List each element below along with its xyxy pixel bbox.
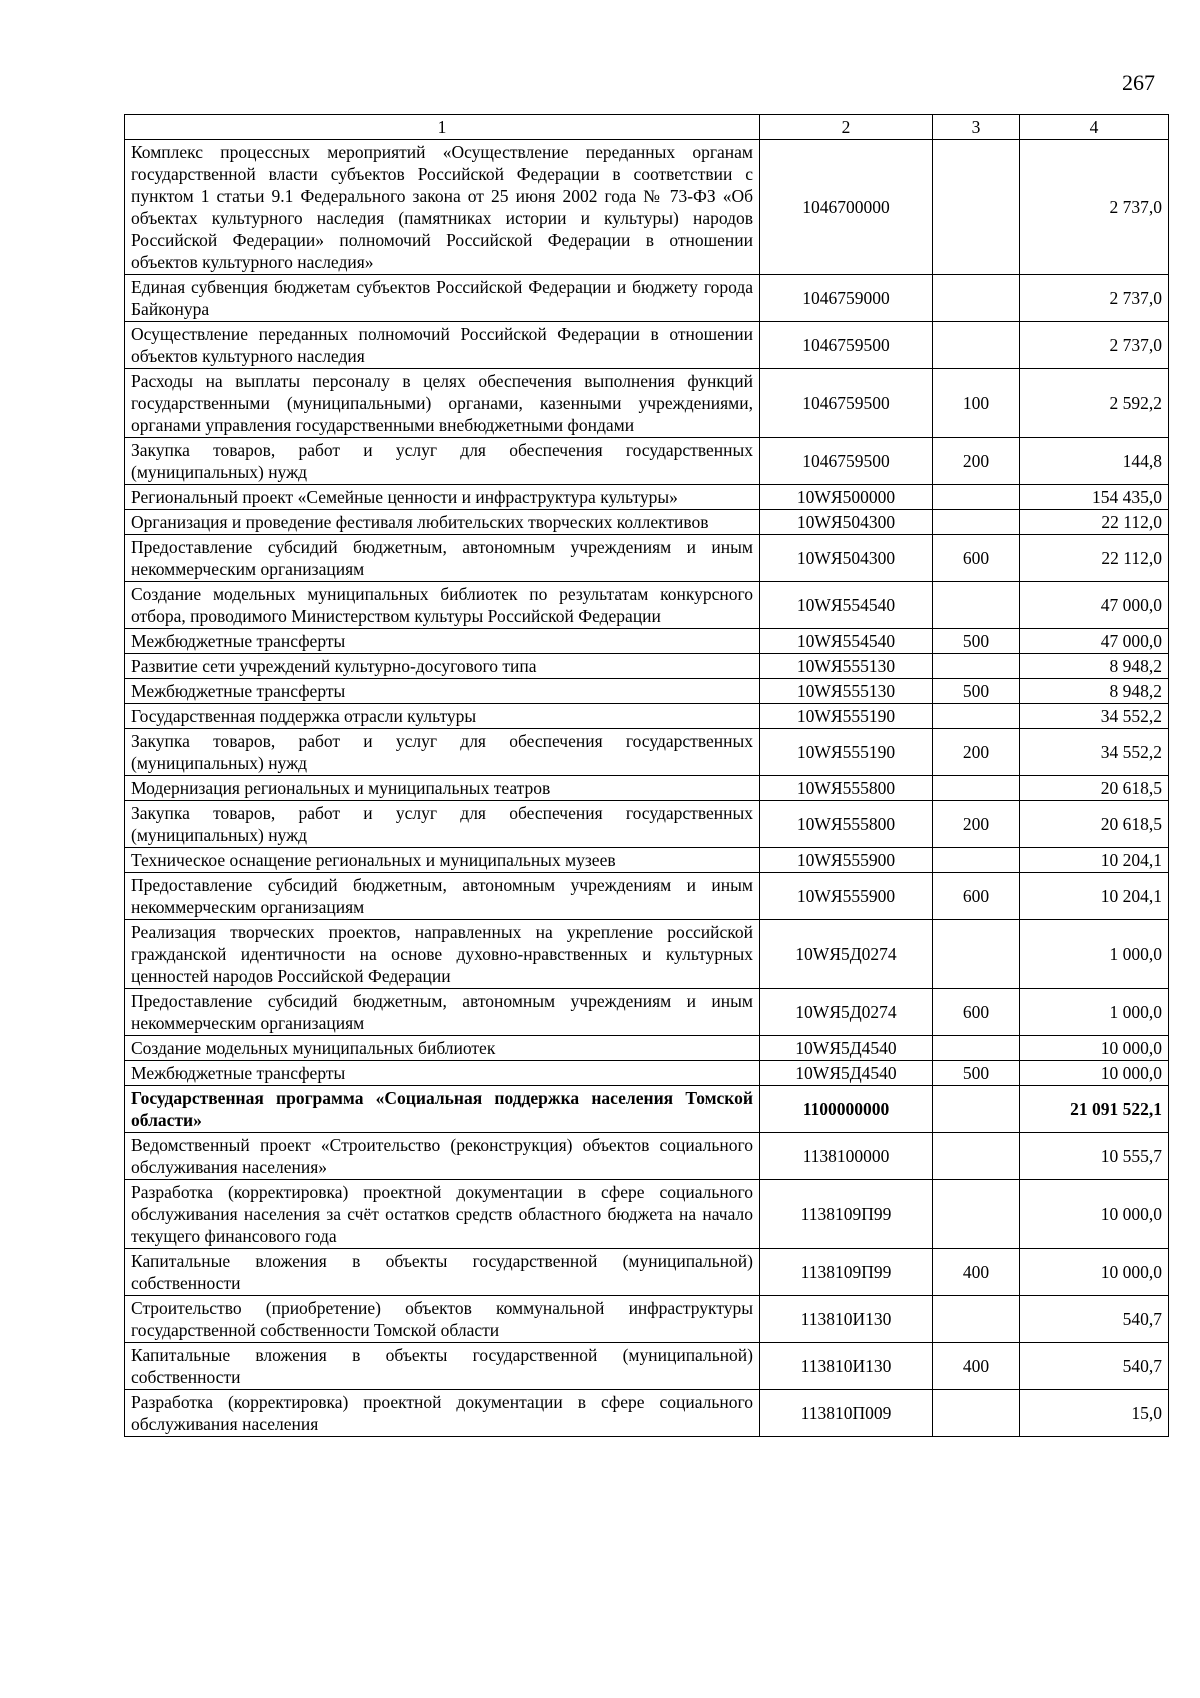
target-code-cell: 10WЯ5Д4540: [760, 1061, 933, 1086]
expense-name-cell: Единая субвенция бюджетам субъектов Российской Федерации и бюджету города Байконура: [125, 275, 760, 322]
table-row: [125, 275, 1169, 322]
target-code-cell: 1046759000: [760, 275, 933, 322]
table-row: [125, 535, 1169, 582]
expense-type-cell: [933, 1036, 1020, 1061]
expense-type-cell: 600: [933, 989, 1020, 1036]
amount-cell: 47 000,0: [1020, 629, 1169, 654]
table-row: [125, 679, 1169, 704]
amount-cell: 10 555,7: [1020, 1133, 1169, 1180]
expense-name-cell: Разработка (корректировка) проектной документации в сфере социального обслуживания населения за счёт остатков средств областного бюджета на начало текущего финансового года: [125, 1180, 760, 1249]
target-code-cell: 1138109П99: [760, 1249, 933, 1296]
target-code-cell: 10WЯ5Д0274: [760, 920, 933, 989]
table-row: [125, 776, 1169, 801]
expense-type-cell: [933, 1133, 1020, 1180]
expense-type-cell: 500: [933, 629, 1020, 654]
expense-name-cell: Закупка товаров, работ и услуг для обеспечения государственных (муниципальных) нужд: [125, 801, 760, 848]
table-row: [125, 1180, 1169, 1249]
table-row: [125, 322, 1169, 369]
amount-cell: 144,8: [1020, 438, 1169, 485]
expense-type-cell: [933, 140, 1020, 275]
amount-cell: 47 000,0: [1020, 582, 1169, 629]
amount-cell: 1 000,0: [1020, 989, 1169, 1036]
target-code-cell: 10WЯ555130: [760, 654, 933, 679]
table-row: [125, 1061, 1169, 1086]
expense-type-cell: 600: [933, 873, 1020, 920]
expense-name-cell: Комплекс процессных мероприятий «Осуществление переданных органам государственной власти субъектов Российской Федерации в соответствии с пунктом 1 статьи 9.1 Федерального закона от 25 июня 2002 года № 73-ФЗ «Об объектах культурного наследия (памятниках истории и культуры) народов Российской Федерации» полномочий Российской Федерации в отношении объектов культурного наследия»: [125, 140, 760, 275]
expense-name-cell: Строительство (приобретение) объектов коммунальной инфраструктуры государственной собственности Томской области: [125, 1296, 760, 1343]
expense-name-cell: Межбюджетные трансферты: [125, 1061, 760, 1086]
target-code-cell: 10WЯ555900: [760, 873, 933, 920]
expense-name-cell: Разработка (корректировка) проектной документации в сфере социального обслуживания населения: [125, 1390, 760, 1437]
expense-type-cell: 200: [933, 438, 1020, 485]
amount-cell: 2 737,0: [1020, 322, 1169, 369]
column-header-3: 3: [933, 115, 1020, 140]
expense-type-cell: [933, 848, 1020, 873]
amount-cell: 540,7: [1020, 1296, 1169, 1343]
target-code-cell: 1046759500: [760, 322, 933, 369]
target-code-cell: 113810И130: [760, 1343, 933, 1390]
expense-name-cell: Закупка товаров, работ и услуг для обеспечения государственных (муниципальных) нужд: [125, 438, 760, 485]
table-row: [125, 510, 1169, 535]
expense-type-cell: [933, 776, 1020, 801]
expense-name-cell: Создание модельных муниципальных библиотек: [125, 1036, 760, 1061]
expense-type-cell: [933, 1086, 1020, 1133]
expense-type-cell: [933, 1180, 1020, 1249]
target-code-cell: 10WЯ504300: [760, 510, 933, 535]
target-code-cell: 1100000000: [760, 1086, 933, 1133]
expense-type-cell: 200: [933, 729, 1020, 776]
expense-name-cell: Ведомственный проект «Строительство (реконструкция) объектов социального обслуживания населения»: [125, 1133, 760, 1180]
expense-name-cell: Государственная программа «Социальная поддержка населения Томской области»: [125, 1086, 760, 1133]
table-header: [125, 115, 1169, 140]
table-row: [125, 1133, 1169, 1180]
column-header-4: 4: [1020, 115, 1169, 140]
amount-cell: 15,0: [1020, 1390, 1169, 1437]
expense-type-cell: [933, 275, 1020, 322]
expense-type-cell: [933, 920, 1020, 989]
column-header-1: 1: [125, 115, 760, 140]
table-row: [125, 485, 1169, 510]
amount-cell: 2 737,0: [1020, 140, 1169, 275]
amount-cell: 20 618,5: [1020, 801, 1169, 848]
amount-cell: 8 948,2: [1020, 679, 1169, 704]
target-code-cell: 10WЯ555190: [760, 729, 933, 776]
target-code-cell: 1046759500: [760, 438, 933, 485]
amount-cell: 22 112,0: [1020, 535, 1169, 582]
amount-cell: 21 091 522,1: [1020, 1086, 1169, 1133]
target-code-cell: 10WЯ504300: [760, 535, 933, 582]
expense-name-cell: Техническое оснащение региональных и муниципальных музеев: [125, 848, 760, 873]
amount-cell: 34 552,2: [1020, 729, 1169, 776]
expense-name-cell: Создание модельных муниципальных библиотек по результатам конкурсного отбора, проводимого Министерством культуры Российской Федерации: [125, 582, 760, 629]
table-row: [125, 989, 1169, 1036]
table-row: [125, 1296, 1169, 1343]
expense-name-cell: Государственная поддержка отрасли культуры: [125, 704, 760, 729]
expense-name-cell: Межбюджетные трансферты: [125, 679, 760, 704]
table-row: [125, 438, 1169, 485]
amount-cell: 10 000,0: [1020, 1249, 1169, 1296]
expense-type-cell: [933, 582, 1020, 629]
expense-type-cell: [933, 322, 1020, 369]
target-code-cell: 10WЯ5Д4540: [760, 1036, 933, 1061]
expense-type-cell: [933, 1390, 1020, 1437]
target-code-cell: 1046700000: [760, 140, 933, 275]
expense-name-cell: Предоставление субсидий бюджетным, автономным учреждениям и иным некоммерческим организациям: [125, 989, 760, 1036]
target-code-cell: 10WЯ555190: [760, 704, 933, 729]
table-row: [125, 729, 1169, 776]
expense-type-cell: [933, 510, 1020, 535]
expense-type-cell: 100: [933, 369, 1020, 438]
target-code-cell: 10WЯ555130: [760, 679, 933, 704]
target-code-cell: 113810И130: [760, 1296, 933, 1343]
table-row: [125, 629, 1169, 654]
expense-name-cell: Предоставление субсидий бюджетным, автономным учреждениям и иным некоммерческим организациям: [125, 873, 760, 920]
target-code-cell: 10WЯ555800: [760, 801, 933, 848]
table-row: [125, 1086, 1169, 1133]
amount-cell: 10 000,0: [1020, 1036, 1169, 1061]
target-code-cell: 1138100000: [760, 1133, 933, 1180]
target-code-cell: 10WЯ554540: [760, 582, 933, 629]
expense-name-cell: Расходы на выплаты персоналу в целях обеспечения выполнения функций государственными (муниципальными) органами, казенными учреждениями, органами управления государственными внебюджетными фондами: [125, 369, 760, 438]
target-code-cell: 113810П009: [760, 1390, 933, 1437]
target-code-cell: 1138109П99: [760, 1180, 933, 1249]
table-row: [125, 1036, 1169, 1061]
table-row: [125, 1343, 1169, 1390]
budget-table: [124, 114, 1169, 1437]
expense-type-cell: 500: [933, 679, 1020, 704]
expense-name-cell: Осуществление переданных полномочий Российской Федерации в отношении объектов культурного наследия: [125, 322, 760, 369]
expense-type-cell: 400: [933, 1249, 1020, 1296]
expense-type-cell: 200: [933, 801, 1020, 848]
table-row: [125, 920, 1169, 989]
target-code-cell: 10WЯ555800: [760, 776, 933, 801]
table-row: [125, 140, 1169, 275]
expense-name-cell: Развитие сети учреждений культурно-досугового типа: [125, 654, 760, 679]
amount-cell: 10 000,0: [1020, 1061, 1169, 1086]
expense-name-cell: Предоставление субсидий бюджетным, автономным учреждениям и иным некоммерческим организациям: [125, 535, 760, 582]
expense-name-cell: Капитальные вложения в объекты государственной (муниципальной) собственности: [125, 1343, 760, 1390]
amount-cell: 22 112,0: [1020, 510, 1169, 535]
amount-cell: 10 000,0: [1020, 1180, 1169, 1249]
expense-type-cell: [933, 1296, 1020, 1343]
table-row: [125, 848, 1169, 873]
amount-cell: 10 204,1: [1020, 873, 1169, 920]
expense-name-cell: Региональный проект «Семейные ценности и инфраструктура культуры»: [125, 485, 760, 510]
amount-cell: 34 552,2: [1020, 704, 1169, 729]
table-row: [125, 1390, 1169, 1437]
expense-type-cell: [933, 654, 1020, 679]
expense-name-cell: Реализация творческих проектов, направленных на укрепление российской гражданской идентичности на основе духовно-нравственных и культурных ценностей народов Российской Федерации: [125, 920, 760, 989]
table-row: [125, 582, 1169, 629]
expense-name-cell: Закупка товаров, работ и услуг для обеспечения государственных (муниципальных) нужд: [125, 729, 760, 776]
expense-name-cell: Модернизация региональных и муниципальных театров: [125, 776, 760, 801]
column-header-2: 2: [760, 115, 933, 140]
target-code-cell: 10WЯ500000: [760, 485, 933, 510]
expense-type-cell: 400: [933, 1343, 1020, 1390]
table-row: [125, 801, 1169, 848]
table-row: [125, 704, 1169, 729]
amount-cell: 154 435,0: [1020, 485, 1169, 510]
expense-type-cell: [933, 485, 1020, 510]
page-number: 267: [1122, 70, 1155, 95]
target-code-cell: 1046759500: [760, 369, 933, 438]
table-row: [125, 1249, 1169, 1296]
amount-cell: 540,7: [1020, 1343, 1169, 1390]
header-row: [125, 115, 1169, 140]
target-code-cell: 10WЯ554540: [760, 629, 933, 654]
table-body: [125, 140, 1169, 1437]
amount-cell: 20 618,5: [1020, 776, 1169, 801]
table-row: [125, 654, 1169, 679]
amount-cell: 1 000,0: [1020, 920, 1169, 989]
table-row: [125, 873, 1169, 920]
expense-type-cell: 500: [933, 1061, 1020, 1086]
amount-cell: 2 592,2: [1020, 369, 1169, 438]
expense-name-cell: Организация и проведение фестиваля любительских творческих коллективов: [125, 510, 760, 535]
expense-name-cell: Межбюджетные трансферты: [125, 629, 760, 654]
expense-name-cell: Капитальные вложения в объекты государственной (муниципальной) собственности: [125, 1249, 760, 1296]
target-code-cell: 10WЯ5Д0274: [760, 989, 933, 1036]
amount-cell: 2 737,0: [1020, 275, 1169, 322]
table-row: [125, 369, 1169, 438]
amount-cell: 8 948,2: [1020, 654, 1169, 679]
expense-type-cell: [933, 704, 1020, 729]
amount-cell: 10 204,1: [1020, 848, 1169, 873]
target-code-cell: 10WЯ555900: [760, 848, 933, 873]
expense-type-cell: 600: [933, 535, 1020, 582]
